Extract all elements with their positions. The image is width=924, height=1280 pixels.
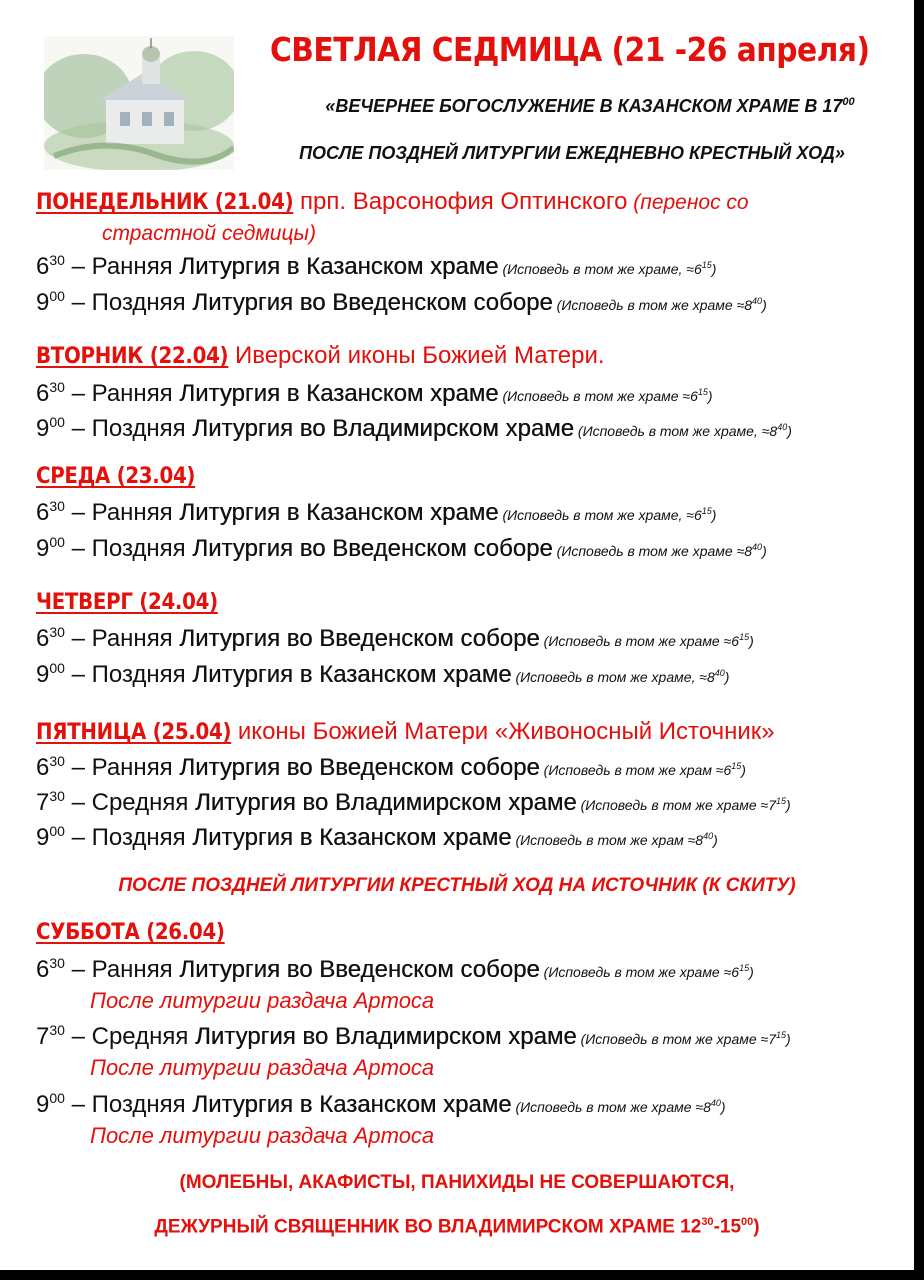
service-row: $9^{00}$ – Поздняя Литургия в Казанском храме (Исповедь в том же храме $\approx 8^{40}$) xyxy=(36,1090,726,1118)
day-heading-friday xyxy=(36,718,775,746)
day-name: ПОНЕДЕЛЬНИК (21.04) xyxy=(36,190,294,215)
day-name: ЧЕТВЕРГ (24.04) xyxy=(36,590,218,615)
artos-note: После литургии раздача Артоса xyxy=(90,988,435,1013)
subtitle-evening-service: «ВЕЧЕРНЕЕ БОГОСЛУЖЕНИЕ В КАЗАНСКОМ ХРАМЕ В $17^{00}$ xyxy=(325,96,855,116)
service-row: $6^{30}$ – Ранняя Литургия в Казанском храме (Исповедь в том же храме, $\approx 6^{15}$) xyxy=(36,498,717,526)
day-name: ВТОРНИК (22.04) xyxy=(36,344,229,369)
day-name: СУББОТА (26.04) xyxy=(36,920,225,945)
footer-line-1: (МОЛЕБНЫ, АКАФИСТЫ, ПАНИХИДЫ НЕ СОВЕРШАЮТСЯ, xyxy=(179,1172,735,1193)
service-row: $9^{00}$ – Поздняя Литургия во Введенском соборе (Исповедь в том же храме $\approx 8^{40}$) xyxy=(36,534,767,562)
feast-note: (перенос со xyxy=(627,191,749,214)
artos-note: После литургии раздача Артоса xyxy=(90,1123,435,1148)
day-heading-tuesday xyxy=(36,342,605,370)
page-title: СВЕТЛАЯ СЕДМИЦА (21 -26 апреля) xyxy=(270,30,870,69)
service-row: $6^{30}$ – Ранняя Литургия во Введенском соборе (Исповедь в том же храме $\approx 6^{15}$) xyxy=(36,624,754,652)
day-heading-monday xyxy=(36,188,749,216)
friday-procession-note: ПОСЛЕ ПОЗДНЕЙ ЛИТУРГИИ КРЕСТНЫЙ ХОД НА ИСТОЧНИК (К СКИТУ) xyxy=(118,875,796,896)
service-row: $6^{30}$ – Ранняя Литургия в Казанском храме (Исповедь в том же храме, $\approx 6^{15}$) xyxy=(36,252,717,280)
service-row: $7^{30}$ – Средняя Литургия во Владимирском храме (Исповедь в том же храме $\approx 7^{15}$) xyxy=(36,788,791,816)
artos-note: После литургии раздача Артоса xyxy=(90,1055,435,1080)
feast-note-continued: страстной седмицы) xyxy=(102,222,316,245)
subtitle-procession: ПОСЛЕ ПОЗДНЕЙ ЛИТУРГИИ ЕЖЕДНЕВНО КРЕСТНЫЙ ХОД» xyxy=(299,143,845,163)
feast-name: Иверской иконы Божией Матери. xyxy=(228,342,605,369)
service-row: $9^{00}$ – Поздняя Литургия в Казанском храме (Исповедь в том же храме, $\approx 8^{40}$) xyxy=(36,660,730,688)
service-row: $9^{00}$ – Поздняя Литургия во Введенском соборе (Исповедь в том же храме $\approx 8^{40}$) xyxy=(36,288,767,316)
church-illustration xyxy=(44,36,234,170)
day-heading-saturday xyxy=(36,920,225,945)
service-row: $9^{00}$ – Поздняя Литургия во Владимирском храме (Исповедь в том же храме, $\approx 8^{40}$) xyxy=(36,414,792,442)
day-name: ПЯТНИЦА (25.04) xyxy=(36,720,232,745)
service-row: $6^{30}$ – Ранняя Литургия во Введенском соборе (Исповедь в том же храме $\approx 6^{15}$) xyxy=(36,955,754,983)
day-heading-thursday xyxy=(36,590,218,615)
service-row: $6^{30}$ – Ранняя Литургия в Казанском храме (Исповедь в том же храме $\approx 6^{15}$) xyxy=(36,379,713,407)
service-row: $7^{30}$ – Средняя Литургия во Владимирском храме (Исповедь в том же храме $\approx 7^{15}$) xyxy=(36,1022,791,1050)
service-row: $6^{30}$ – Ранняя Литургия во Введенском соборе (Исповедь в том же храм $\approx 6^{15}$) xyxy=(36,753,746,781)
feast-name: прп. Варсонофия Оптинского xyxy=(293,188,628,215)
feast-name: иконы Божией Матери «Живоносный Источник» xyxy=(231,718,775,745)
footer-line-2: ДЕЖУРНЫЙ СВЯЩЕННИК ВО ВЛАДИМИРСКОМ ХРАМЕ $12^{30}-15^{00}$) xyxy=(154,1216,760,1238)
service-row: $9^{00}$ – Поздняя Литургия в Казанском храме (Исповедь в том же храм $\approx 8^{40}$) xyxy=(36,823,718,851)
day-name: СРЕДА (23.04) xyxy=(36,464,196,489)
day-heading-wednesday xyxy=(36,464,195,489)
